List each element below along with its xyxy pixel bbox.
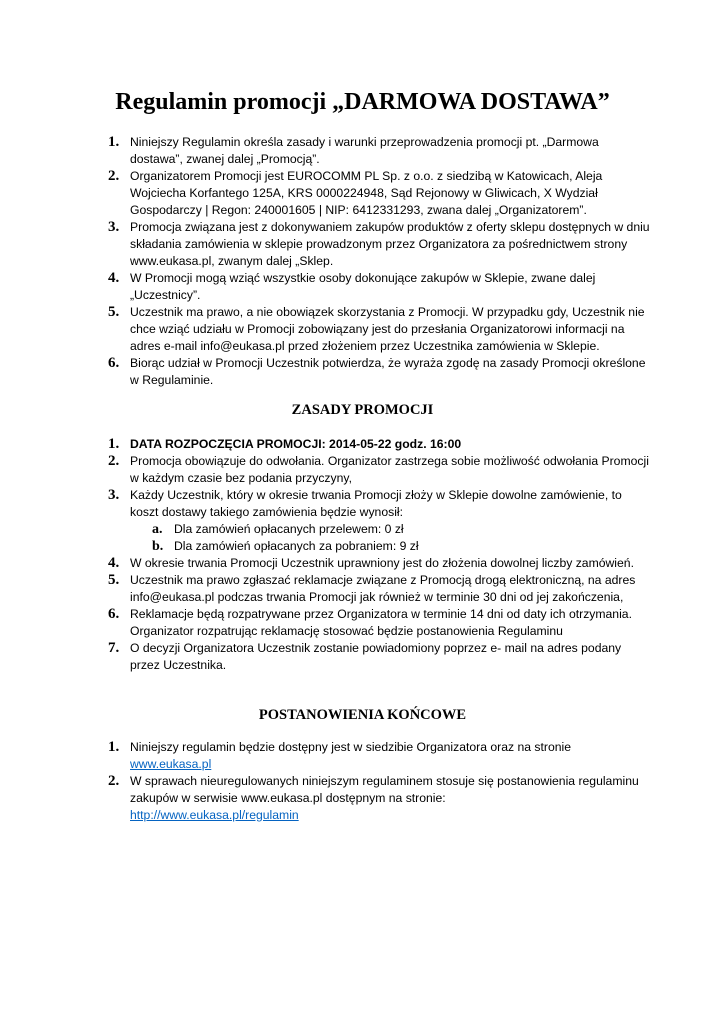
item-text: Dla zamówień opłacanych za pobraniem: 9 zł [174, 539, 419, 553]
intro-list [0, 134, 650, 389]
list-item [0, 773, 650, 824]
list-item [0, 355, 650, 389]
start-date-text: DATA ROZPOCZĘCIA PROMOCJI: 2014-05-22 godz. 16:00 [130, 437, 462, 451]
item-text: W sprawach nieuregulowanych niniejszym regulaminem stosuje się postanowienia regulaminu zakupów w serwisie www.eukasa.pl dostępnym na stronie: [130, 774, 639, 805]
item-number: 2. [108, 453, 120, 469]
item-number: 4. [108, 270, 120, 286]
item-text: W okresie trwania Promocji Uczestnik uprawniony jest do złożenia dowolnej liczby zamówień. [130, 556, 634, 570]
item-number: 2. [108, 168, 120, 184]
item-number: 5. [108, 572, 120, 588]
rules-list [0, 436, 650, 674]
list-item [0, 453, 650, 487]
list-item [0, 134, 650, 168]
item-text: W Promocji mogą wziąć wszystkie osoby dokonujące zakupów w Sklepie, zwane dalej „Uczestnicy”. [130, 271, 596, 302]
item-text: Niniejszy Regulamin określa zasady i warunki przeprowadzenia promocji pt. „Darmowa dostawa”, zwanej dalej „Promocją”. [130, 135, 599, 166]
section-heading-postanowienia: POSTANOWIENIA KOŃCOWE [258, 707, 467, 723]
final-provisions-list [0, 739, 650, 824]
list-item [0, 436, 650, 453]
sub-list-item [0, 521, 644, 538]
sub-list-item [0, 538, 644, 555]
list-item [0, 572, 650, 606]
item-letter: a. [152, 522, 163, 537]
item-number: 1. [108, 436, 120, 452]
list-item [0, 606, 650, 640]
item-letter: b. [152, 539, 164, 554]
item-text: Promocja związana jest z dokonywaniem zakupów produktów z oferty sklepu dostępnych w dniu składania zamówienia w sklepie prowadzonym przez Organizatora za pośrednictwem strony www.eukasa.pl, zwanym dalej „Sklep. [130, 220, 650, 268]
item-number: 3. [108, 219, 120, 235]
item-number: 7. [108, 640, 120, 656]
item-text: Uczestnik ma prawo, a nie obowiązek skorzystania z Promocji. W przypadku gdy, Uczestnik nie chce wziąć udziału w Promocji zobowiązany jest do przesłania Organizatorowi informacji na adres e-mail info@eukasa.pl przed złożeniem przez Uczestnika zamówienia w Sklepie. [130, 305, 645, 353]
item-text: Organizatorem Promocji jest EUROCOMM PL Sp. z o.o. z siedzibą w Katowicach, Aleja Wojciecha Korfantego 125A, KRS 0000224948, Sąd Rejonowy w Gliwicach, X Wydział Gospodarczy | Regon: 240001605 | NIP: 6412331293, zwana dalej „Organizatorem”. [130, 169, 603, 217]
item-number: 1. [108, 739, 120, 755]
item-number: 6. [108, 355, 120, 371]
item-text: Niniejszy regulamin będzie dostępny jest w siedzibie Organizatora oraz na stronie [130, 740, 572, 754]
page-title: Regulamin promocji „DARMOWA DOSTAWA” [115, 89, 610, 115]
list-item [0, 640, 650, 674]
list-item [0, 739, 650, 773]
item-text: Promocja obowiązuje do odwołania. Organizator zastrzega sobie możliwość odwołania Promocji w każdym czasie bez podania przyczyny, [130, 454, 649, 485]
regulamin-link[interactable]: http://www.eukasa.pl/regulamin [130, 808, 299, 822]
item-text: Każdy Uczestnik, który w okresie trwania Promocji złoży w Sklepie dowolne zamówienie, to koszt dostawy takiego zamówienia będzie wynosił: [130, 488, 622, 519]
item-text: O decyzji Organizatora Uczestnik zostanie powiadomiony poprzez e- mail na adres podany przez Uczestnika. [130, 641, 622, 672]
item-number: 2. [108, 773, 120, 789]
list-item [0, 555, 650, 572]
item-text: Reklamacje będą rozpatrywane przez Organizatora w terminie 14 dni od daty ich otrzymania. Organizator rozpatrując reklamację stosować będzie postanowienia Regulaminu [130, 607, 632, 638]
list-item [0, 168, 650, 219]
item-text: Uczestnik ma prawo zgłaszać reklamacje związane z Promocją drogą elektroniczną, na adres info@eukasa.pl podczas trwania Promocji jak również w terminie 30 dni od jej zakończenia, [130, 573, 636, 604]
item-number: 3. [108, 487, 120, 503]
item-text: Dla zamówień opłacanych przelewem: 0 zł [174, 522, 404, 536]
item-number: 4. [108, 555, 120, 571]
list-item [0, 219, 650, 270]
list-item [0, 304, 650, 355]
list-item [0, 487, 650, 521]
item-number: 5. [108, 304, 120, 320]
section-heading-zasady: ZASADY PROMOCJI [291, 402, 434, 418]
eukasa-link[interactable]: www.eukasa.pl [130, 757, 212, 771]
item-number: 1. [108, 134, 120, 150]
item-text: Biorąc udział w Promocji Uczestnik potwierdza, że wyraża zgodę na zasady Promocji określone w Regulaminie. [130, 356, 646, 387]
list-item [0, 270, 650, 304]
item-number: 6. [108, 606, 120, 622]
